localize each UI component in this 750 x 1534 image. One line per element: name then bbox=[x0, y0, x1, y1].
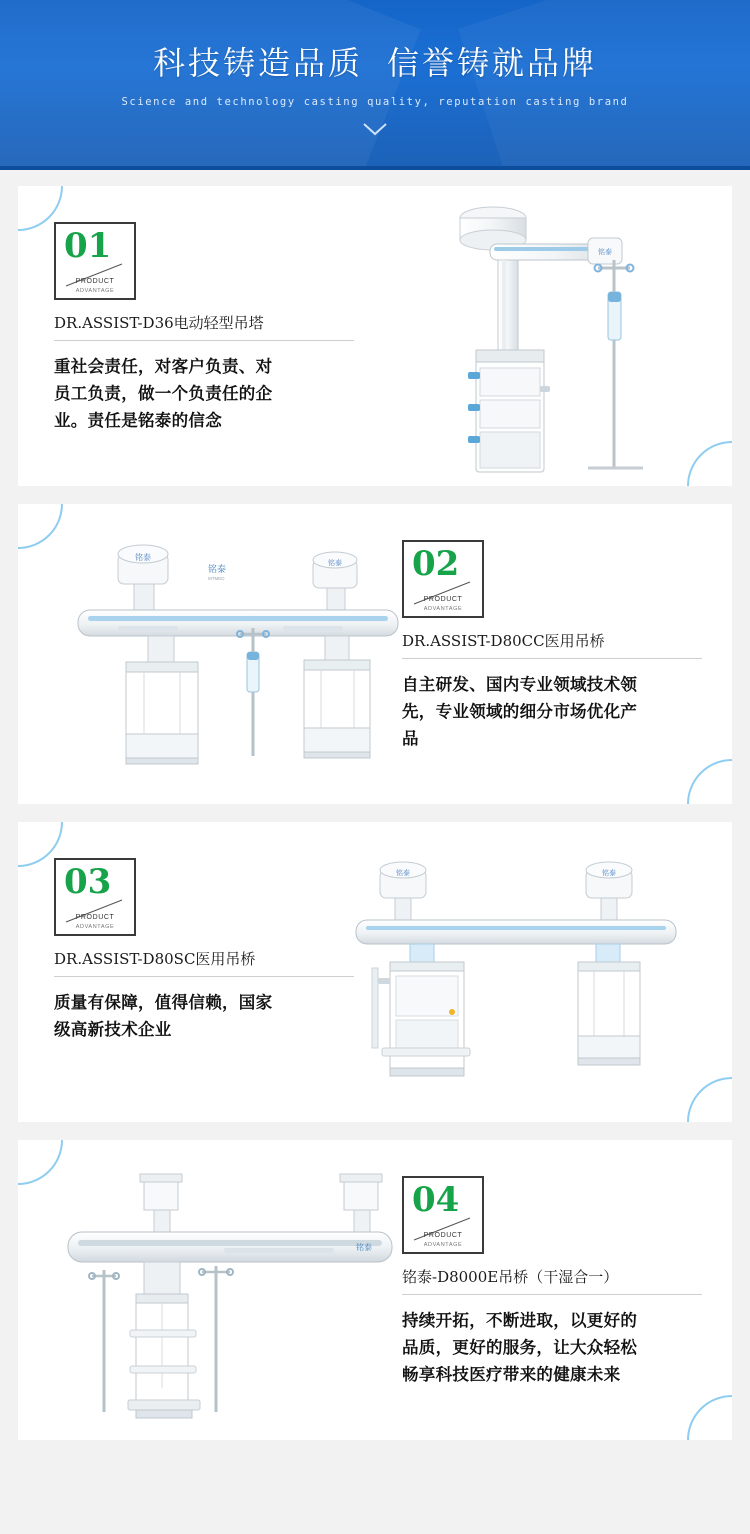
svg-text:铭泰: 铭泰 bbox=[396, 870, 410, 877]
page-banner bbox=[0, 0, 750, 170]
badge-caption-advantage: ADVANTAGE bbox=[75, 924, 115, 930]
banner-title-part2: 信誉铸就品牌 bbox=[387, 44, 598, 82]
product-model: DR.ASSIST-D36电动轻型吊塔 bbox=[54, 312, 354, 341]
product-description: 自主研发、国内专业领域技术领先，专业领域的细分市场优化产品 bbox=[402, 675, 638, 748]
number-badge bbox=[54, 858, 136, 936]
product-card-03 bbox=[18, 822, 732, 1122]
card-number: 02 bbox=[412, 544, 460, 584]
banner-subtitle: Science and technology casting quality, reputation casting brand bbox=[121, 96, 629, 108]
number-badge bbox=[402, 1176, 484, 1254]
badge-caption-product: PRODUCT bbox=[75, 278, 115, 285]
badge-caption-advantage: ADVANTAGE bbox=[75, 288, 115, 294]
medical-bridge-d80sc-image bbox=[338, 848, 708, 1098]
card-text-block bbox=[54, 222, 354, 434]
badge-caption-product: PRODUCT bbox=[75, 914, 115, 921]
product-description: 持续开拓，不断进取，以更好的品质，更好的服务，让大众轻松畅享科技医疗带来的健康未来 bbox=[402, 1311, 638, 1384]
chevron-down-icon bbox=[362, 122, 388, 136]
svg-text:MTMED: MTMED bbox=[208, 576, 225, 581]
product-card-04 bbox=[18, 1140, 732, 1440]
product-model: DR.ASSIST-D80CC医用吊桥 bbox=[402, 630, 702, 659]
badge-caption-advantage: ADVANTAGE bbox=[423, 1242, 463, 1248]
product-description: 质量有保障，值得信赖，国家级高新技术企业 bbox=[54, 993, 273, 1039]
badge-caption-advantage: ADVANTAGE bbox=[423, 606, 463, 612]
product-card-02 bbox=[18, 504, 732, 804]
svg-text:铭泰: 铭泰 bbox=[602, 870, 616, 877]
number-badge bbox=[54, 222, 136, 300]
banner-title-part1: 科技铸造品质 bbox=[152, 44, 363, 82]
pendant-tower-d36-image bbox=[438, 200, 718, 480]
product-model: DR.ASSIST-D80SC医用吊桥 bbox=[54, 948, 354, 977]
svg-text:铭泰: 铭泰 bbox=[356, 1243, 372, 1252]
card-number: 01 bbox=[64, 226, 112, 266]
cards-container bbox=[0, 170, 750, 1482]
svg-text:铭泰: 铭泰 bbox=[598, 249, 612, 256]
medical-bridge-d80cc-image bbox=[48, 528, 438, 788]
product-description: 重社会责任，对客户负责、对员工负责，做一个负责任的企业。责任是铭泰的信念 bbox=[54, 357, 273, 430]
card-text-block bbox=[402, 1176, 702, 1388]
card-number: 03 bbox=[64, 862, 112, 902]
badge-caption-product: PRODUCT bbox=[423, 1232, 463, 1239]
svg-text:铭泰: 铭泰 bbox=[208, 564, 227, 574]
svg-text:铭泰: 铭泰 bbox=[135, 553, 151, 562]
card-text-block bbox=[402, 540, 702, 752]
svg-text:铭泰: 铭泰 bbox=[328, 560, 342, 567]
badge-caption-product: PRODUCT bbox=[423, 596, 463, 603]
product-model: 铭泰-D8000E吊桥（干湿合一） bbox=[402, 1266, 702, 1295]
medical-bridge-d8000e-image bbox=[44, 1162, 414, 1432]
banner-title bbox=[0, 38, 750, 84]
card-number: 04 bbox=[412, 1180, 460, 1220]
card-text-block bbox=[54, 858, 354, 1043]
product-card-01 bbox=[18, 186, 732, 486]
